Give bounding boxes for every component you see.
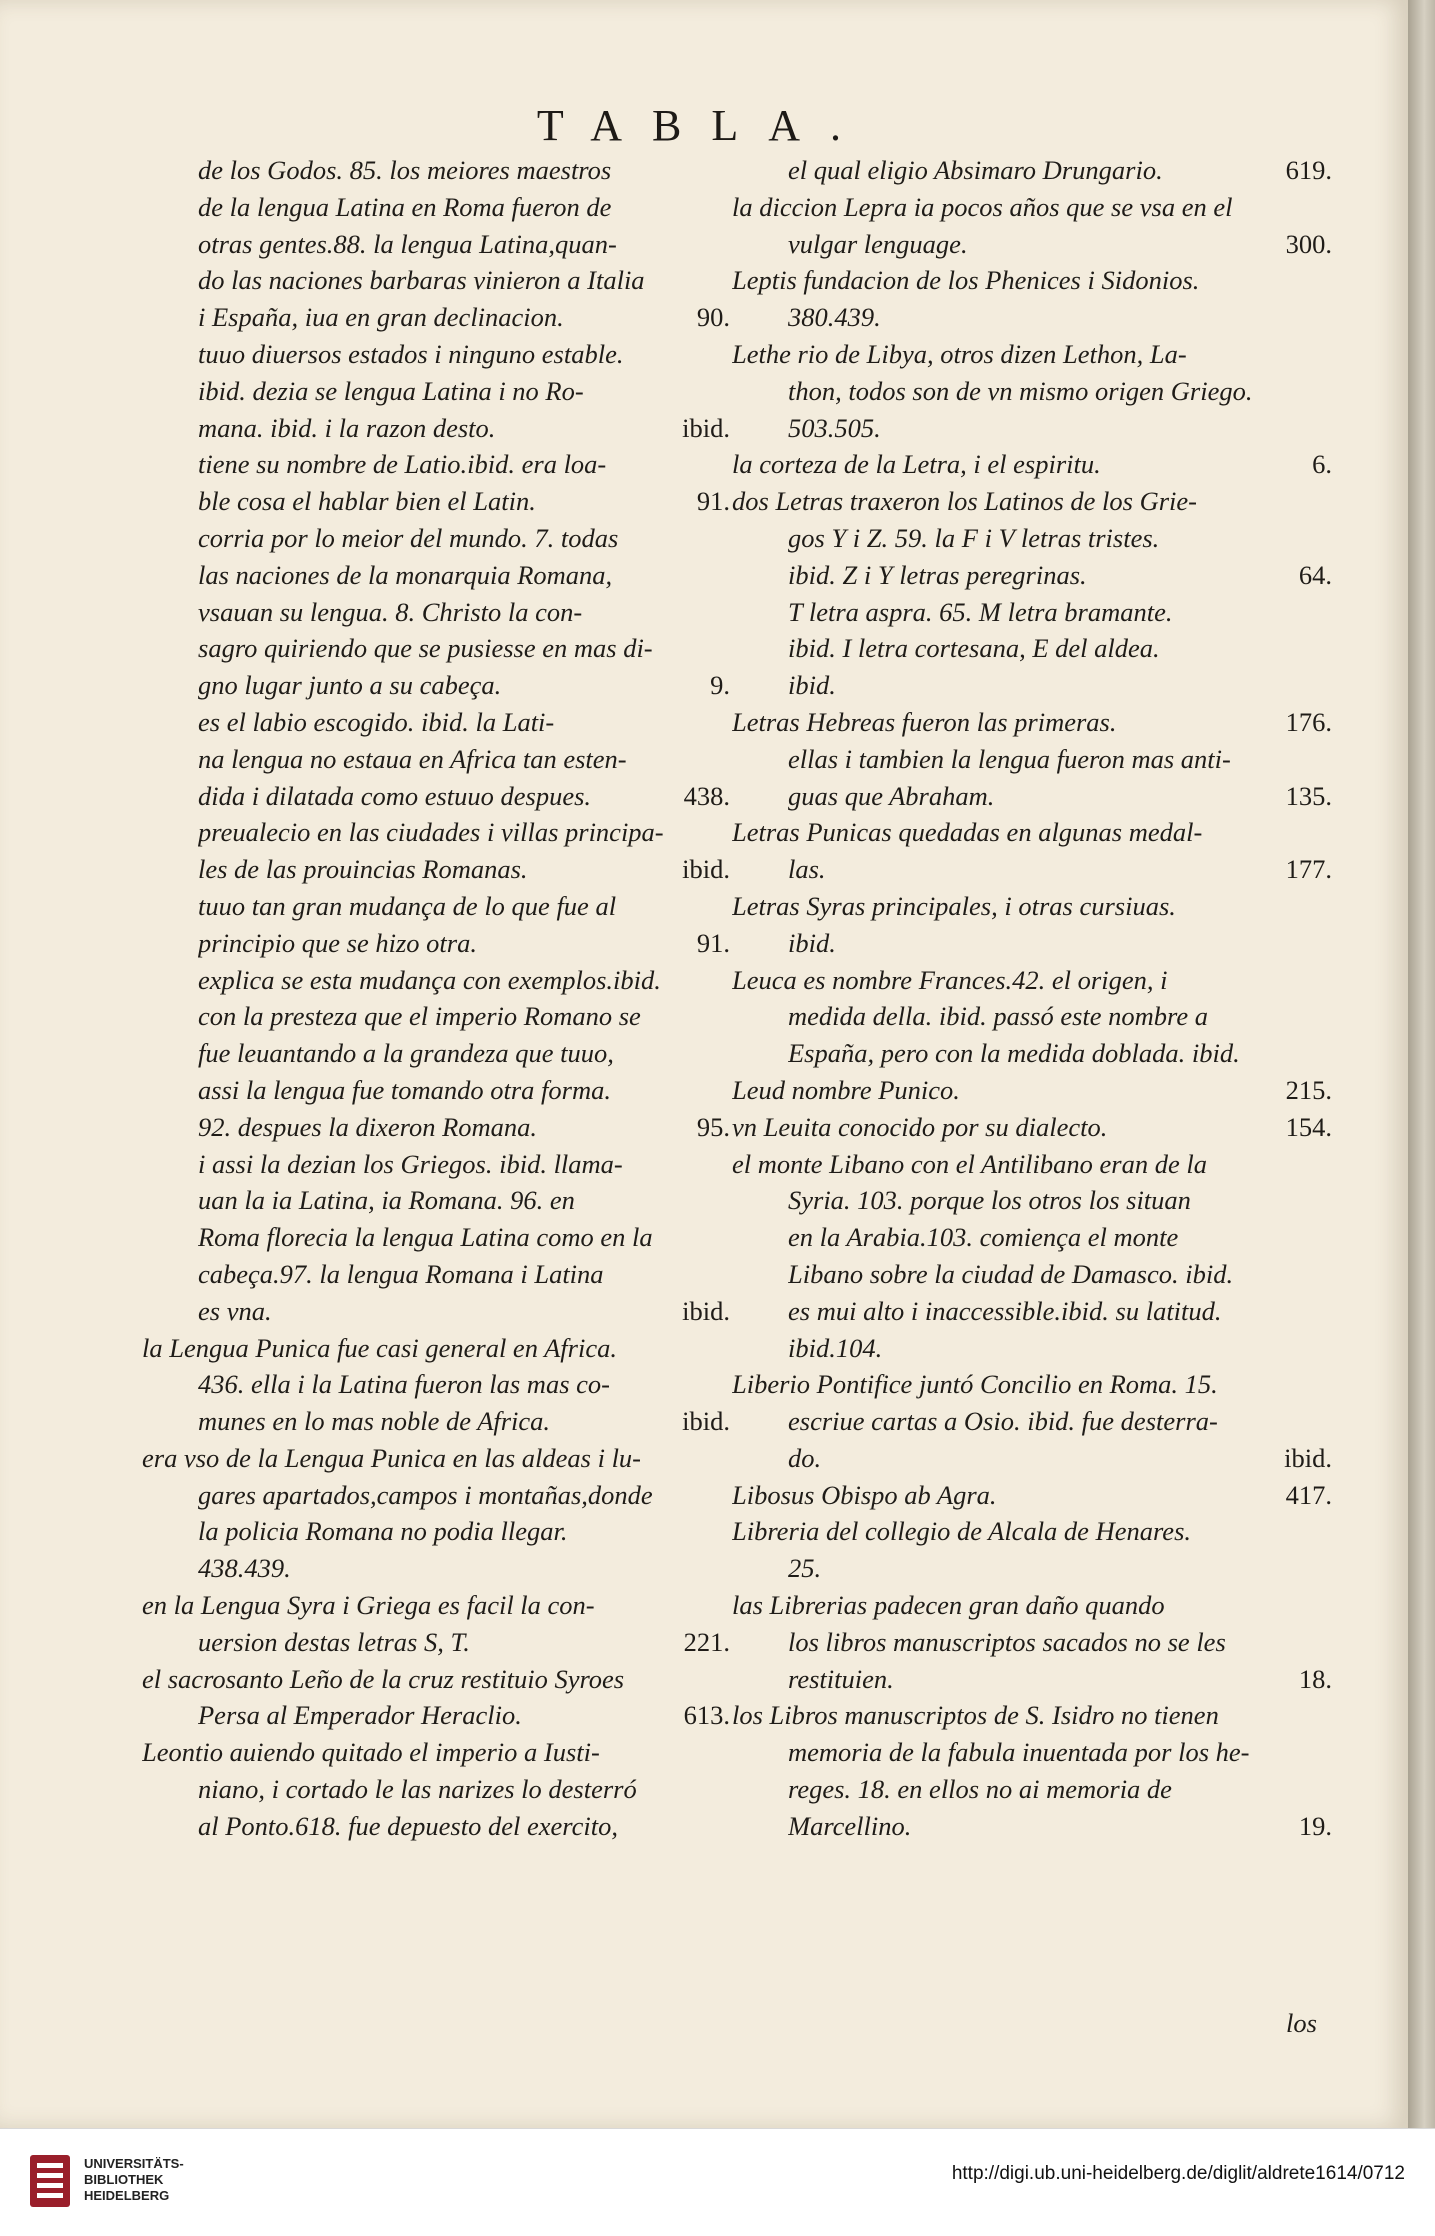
index-line (760, 410, 1332, 447)
index-entry-text: España, pero con la medida doblada. ibid. (788, 1038, 1240, 1069)
index-line (170, 1808, 730, 1845)
index-entry-text: la Lengua Punica fue casi general en Africa. (142, 1332, 617, 1363)
index-line (760, 1661, 1332, 1698)
index-line (170, 1109, 730, 1146)
index-line (760, 557, 1332, 594)
page-reference: 438. (683, 780, 730, 811)
index-line (170, 1256, 730, 1293)
index-entry-text: Libano sobre la ciudad de Damasco. ibid. (788, 1258, 1234, 1289)
index-line (170, 189, 730, 226)
page-reference: 19. (1298, 1810, 1332, 1841)
index-entry-text: era vso de la Lengua Punica en las aldeas i lu- (142, 1442, 642, 1473)
index-entry-text: Letras Punicas quedadas en algunas medal- (732, 817, 1203, 848)
index-entry-text: 92. despues la dixeron Romana. (198, 1111, 538, 1142)
index-line (760, 1330, 1332, 1367)
page-reference: 18. (1298, 1663, 1332, 1694)
index-entry-text: es mui alto i inaccessible.ibid. su latitud. (788, 1295, 1222, 1326)
index-entry-text: T letra aspra. 65. M letra bramante. (788, 596, 1173, 627)
index-line (170, 410, 730, 447)
page-reference: 613. (683, 1700, 730, 1731)
page-reference: 135. (1285, 780, 1332, 811)
index-entry-text: corria por lo meior del mundo. 7. todas (198, 522, 619, 553)
index-line (760, 1219, 1332, 1256)
index-entry-text: niano, i cortado le las narizes lo desterró (198, 1774, 637, 1805)
index-line (170, 667, 730, 704)
index-entry-text: dos Letras traxeron los Latinos de los Grie- (732, 486, 1197, 517)
index-entry-text: Leptis fundacion de los Phenices i Sidonios. (732, 265, 1200, 296)
index-entry-text: medida della. ibid. passó este nombre a (788, 1001, 1209, 1032)
index-entry-text: ibid. I letra cortesana, E del aldea. (788, 633, 1160, 664)
index-line (170, 1146, 730, 1183)
index-line (760, 152, 1332, 189)
index-line (170, 262, 730, 299)
index-column-left (142, 152, 730, 1845)
index-line (170, 925, 730, 962)
index-line (732, 1477, 1332, 1514)
index-line (760, 851, 1332, 888)
library-name-line: HEIDELBERG (84, 2188, 170, 2203)
index-line (760, 1771, 1332, 1808)
page-reference: 417. (1285, 1479, 1332, 1510)
index-line (170, 741, 730, 778)
index-line (732, 1697, 1332, 1734)
index-line (732, 262, 1332, 299)
page-edge (1408, 0, 1435, 2128)
index-line (170, 630, 730, 667)
index-line (760, 925, 1332, 962)
index-line (170, 814, 730, 851)
index-line (760, 594, 1332, 631)
index-line (732, 1109, 1332, 1146)
index-line (732, 1366, 1332, 1403)
footer-bar (0, 2128, 1435, 2236)
index-entry-text: thon, todos son de vn mismo origen Griego. (788, 375, 1253, 406)
index-line (170, 1366, 730, 1403)
index-entry-text: 436. ella i la Latina fueron las mas co- (198, 1369, 610, 1400)
index-entry-text: la diccion Lepra ia pocos años que se vsa en el (732, 191, 1233, 222)
page-reference: 6. (1312, 449, 1332, 480)
index-line (732, 888, 1332, 925)
index-line (170, 299, 730, 336)
index-line (170, 704, 730, 741)
page-reference: 91. (696, 486, 730, 517)
index-line (170, 594, 730, 631)
library-name-line: UNIVERSITÄTS- (84, 2156, 184, 2171)
index-entry-text: las Librerias padecen gran daño quando (732, 1590, 1165, 1621)
index-entry-text: los libros manuscriptos sacados no se les (788, 1626, 1226, 1657)
index-line (760, 520, 1332, 557)
index-entry-text: do las naciones barbaras vinieron a Italia (198, 265, 645, 296)
index-entry-text: do. (788, 1442, 822, 1473)
index-line (732, 1146, 1332, 1183)
index-entry-text: les de las prouincias Romanas. (198, 854, 528, 885)
index-line (760, 778, 1332, 815)
index-entry-text: Leontio auiendo quitado el imperio a Iusti- (142, 1737, 600, 1768)
index-line (760, 1734, 1332, 1771)
index-line (170, 226, 730, 263)
index-entry-text: guas que Abraham. (788, 780, 995, 811)
index-line (170, 1697, 730, 1734)
page-reference: ibid. (1284, 1442, 1332, 1473)
index-entry-text: Syria. 103. porque los otros los situan (788, 1185, 1191, 1216)
index-line (760, 1440, 1332, 1477)
index-entry-text: gos Y i Z. 59. la F i V letras tristes. (788, 522, 1160, 553)
page-reference: ibid. (682, 1295, 730, 1326)
index-entry-text: gno lugar junto a su cabeça. (198, 670, 502, 701)
index-entry-text: ble cosa el hablar bien el Latin. (198, 486, 536, 517)
index-entry-text: el monte Libano con el Antilibano eran de la (732, 1148, 1207, 1179)
index-line (760, 1550, 1332, 1587)
index-line (732, 483, 1332, 520)
index-line (170, 1293, 730, 1330)
index-column-right (732, 152, 1332, 1845)
index-entry-text: uan la ia Latina, ia Romana. 96. en (198, 1185, 575, 1216)
page-reference: ibid. (682, 1406, 730, 1437)
index-line (142, 1440, 730, 1477)
index-entry-text: i assi la dezian los Griegos. ibid. llama- (198, 1148, 623, 1179)
index-line (760, 667, 1332, 704)
index-entry-text: con la presteza que el imperio Romano se (198, 1001, 641, 1032)
index-line (760, 630, 1332, 667)
index-entry-text: la policia Romana no podia llegar. (198, 1516, 568, 1547)
index-entry-text: mana. ibid. i la razon desto. (198, 412, 496, 443)
index-line (732, 1587, 1332, 1624)
page-reference: 95. (696, 1111, 730, 1142)
index-line (732, 189, 1332, 226)
index-entry-text: escriue cartas a Osio. ibid. fue desterra- (788, 1406, 1218, 1437)
index-line (170, 1219, 730, 1256)
index-entry-text: fue leuantando a la grandeza que tuuo, (198, 1038, 614, 1069)
page-reference: 619. (1285, 155, 1332, 185)
index-entry-text: vulgar lenguage. (788, 228, 968, 259)
index-line (170, 1182, 730, 1219)
index-line (732, 1513, 1332, 1550)
index-entry-text: es vna. (198, 1295, 272, 1326)
index-entry-text: explica se esta mudança con exemplos.ibid. (198, 964, 661, 995)
index-entry-text: uersion destas letras S, T. (198, 1626, 470, 1657)
index-line (760, 1256, 1332, 1293)
index-line (760, 299, 1332, 336)
index-line (170, 336, 730, 373)
index-entry-text: ibid. dezia se lengua Latina i no Ro- (198, 375, 584, 406)
index-line (760, 1035, 1332, 1072)
university-seal-icon (28, 2153, 72, 2209)
index-entry-text: assi la lengua fue tomando otra forma. (198, 1074, 611, 1105)
index-entry-text: Libreria del collegio de Alcala de Henares. (732, 1516, 1192, 1547)
index-line (170, 152, 730, 189)
index-line (142, 1661, 730, 1698)
index-line (170, 373, 730, 410)
page-reference: 176. (1285, 706, 1332, 737)
index-line (732, 336, 1332, 373)
index-entry-text: cabeça.97. la lengua Romana i Latina (198, 1258, 604, 1289)
index-line (170, 962, 730, 999)
index-entry-text: los Libros manuscriptos de S. Isidro no tienen (732, 1700, 1219, 1731)
index-entry-text: las. (788, 854, 826, 885)
index-line (170, 446, 730, 483)
index-entry-text: el sacrosanto Leño de la cruz restituio Syroes (142, 1663, 625, 1694)
index-line (732, 962, 1332, 999)
index-line (732, 704, 1332, 741)
index-line (170, 483, 730, 520)
index-line (760, 1624, 1332, 1661)
index-line (760, 1293, 1332, 1330)
index-line (170, 1624, 730, 1661)
index-line (732, 814, 1332, 851)
index-entry-text: tiene su nombre de Latio.ibid. era loa- (198, 449, 607, 480)
page-reference: 300. (1285, 228, 1332, 259)
index-entry-text: al Ponto.618. fue depuesto del exercito, (198, 1810, 618, 1841)
catchword: los (1286, 2008, 1317, 2038)
index-entry-text: 438.439. (198, 1553, 291, 1584)
index-line (760, 1403, 1332, 1440)
index-entry-text: Roma florecia la lengua Latina como en la (198, 1222, 653, 1253)
index-entry-text: las naciones de la monarquia Romana, (198, 559, 613, 590)
index-line (170, 1550, 730, 1587)
index-entry-text: Letras Syras principales, i otras cursiuas. (732, 890, 1176, 921)
library-name (84, 2156, 184, 2204)
index-line (170, 1771, 730, 1808)
index-entry-text: Lethe rio de Libya, otros dizen Lethon, La- (732, 338, 1187, 369)
index-line (170, 998, 730, 1035)
index-entry-text: principio que se hizo otra. (198, 927, 477, 958)
page-reference: 90. (696, 302, 730, 333)
index-entry-text: de la lengua Latina en Roma fueron de (198, 191, 612, 222)
index-entry-text: en la Arabia.103. comiença el monte (788, 1222, 1179, 1253)
index-entry-text: Marcellino. (788, 1810, 912, 1841)
index-line (142, 1330, 730, 1367)
page-reference: 9. (710, 670, 730, 701)
index-entry-text: Liberio Pontifice juntó Concilio en Roma. 15. (732, 1369, 1218, 1400)
index-line (170, 851, 730, 888)
library-name-line: BIBLIOTHEK (84, 2172, 164, 2187)
index-entry-text: Leud nombre Punico. (732, 1074, 960, 1105)
index-entry-text: ibid. Z i Y letras peregrinas. (788, 559, 1087, 590)
index-entry-text: na lengua no estaua en Africa tan esten- (198, 743, 627, 774)
permalink-url[interactable]: http://digi.ub.uni-heidelberg.de/diglit/aldrete1614/0712 (951, 2163, 1405, 2184)
index-entry-text: vn Leuita conocido por su dialecto. (732, 1111, 1108, 1142)
index-entry-text: gares apartados,campos i montañas,donde (198, 1479, 653, 1510)
index-line (170, 520, 730, 557)
index-entry-text: en la Lengua Syra i Griega es facil la con- (142, 1590, 595, 1621)
index-entry-text: Leuca es nombre Frances.42. el origen, i (732, 964, 1168, 995)
index-entry-text: 503.505. (788, 412, 881, 443)
index-entry-text: Libosus Obispo ab Agra. (732, 1479, 997, 1510)
index-line (732, 1072, 1332, 1109)
index-line (170, 1403, 730, 1440)
index-entry-text: preualecio en las ciudades i villas principa- (198, 817, 664, 848)
index-line (170, 1035, 730, 1072)
index-entry-text: de los Godos. 85. los meiores maestros (198, 155, 612, 185)
page-reference: 221. (683, 1626, 730, 1657)
index-line (142, 1734, 730, 1771)
index-line (170, 1513, 730, 1550)
index-entry-text: restituien. (788, 1663, 894, 1694)
index-entry-text: ibid. (788, 927, 836, 958)
index-entry-text: 25. (788, 1553, 822, 1584)
index-entry-text: tuuo diuersos estados i ninguno estable. (198, 338, 624, 369)
page-reference: 64. (1298, 559, 1332, 590)
index-line (170, 1477, 730, 1514)
index-line (760, 373, 1332, 410)
page-reference: ibid. (682, 412, 730, 443)
index-line (760, 1182, 1332, 1219)
index-line (142, 1587, 730, 1624)
index-entry-text: i España, iua en gran declinacion. (198, 302, 564, 333)
page-reference: 91. (696, 927, 730, 958)
running-head: TABLA. (536, 101, 872, 150)
index-entry-text: ibid. (788, 670, 836, 701)
index-entry-text: 380.439. (788, 302, 881, 333)
index-entry-text: ibid.104. (788, 1332, 883, 1363)
index-entry-text: es el labio escogido. ibid. la Lati- (198, 706, 555, 737)
index-entry-text: memoria de la fabula inuentada por los he- (788, 1737, 1250, 1768)
index-line (170, 1072, 730, 1109)
index-line (732, 446, 1332, 483)
index-line (170, 888, 730, 925)
index-line (170, 778, 730, 815)
index-line (760, 226, 1332, 263)
page-reference: 215. (1285, 1074, 1332, 1105)
index-line (760, 741, 1332, 778)
index-entry-text: sagro quiriendo que se pusiesse en mas di- (198, 633, 653, 664)
page-reference: 177. (1285, 854, 1332, 885)
index-entry-text: el qual eligio Absimaro Drungario. (788, 155, 1163, 185)
page-reference: ibid. (682, 854, 730, 885)
index-line (760, 998, 1332, 1035)
index-entry-text: la corteza de la Letra, i el espiritu. (732, 449, 1101, 480)
index-entry-text: reges. 18. en ellos no ai memoria de (788, 1774, 1172, 1805)
index-entry-text: munes en lo mas noble de Africa. (198, 1406, 551, 1437)
index-entry-text: Persa al Emperador Heraclio. (198, 1700, 522, 1731)
index-entry-text: Letras Hebreas fueron las primeras. (732, 706, 1117, 737)
page-reference: 154. (1285, 1111, 1332, 1142)
index-line (170, 557, 730, 594)
index-entry-text: dida i dilatada como estuuo despues. (198, 780, 592, 811)
index-entry-text: tuuo tan gran mudança de lo que fue al (198, 890, 617, 921)
index-entry-text: otras gentes.88. la lengua Latina,quan- (198, 228, 617, 259)
index-entry-text: vsauan su lengua. 8. Christo la con- (198, 596, 583, 627)
index-entry-text: ellas i tambien la lengua fueron mas anti- (788, 743, 1231, 774)
index-line (760, 1808, 1332, 1845)
